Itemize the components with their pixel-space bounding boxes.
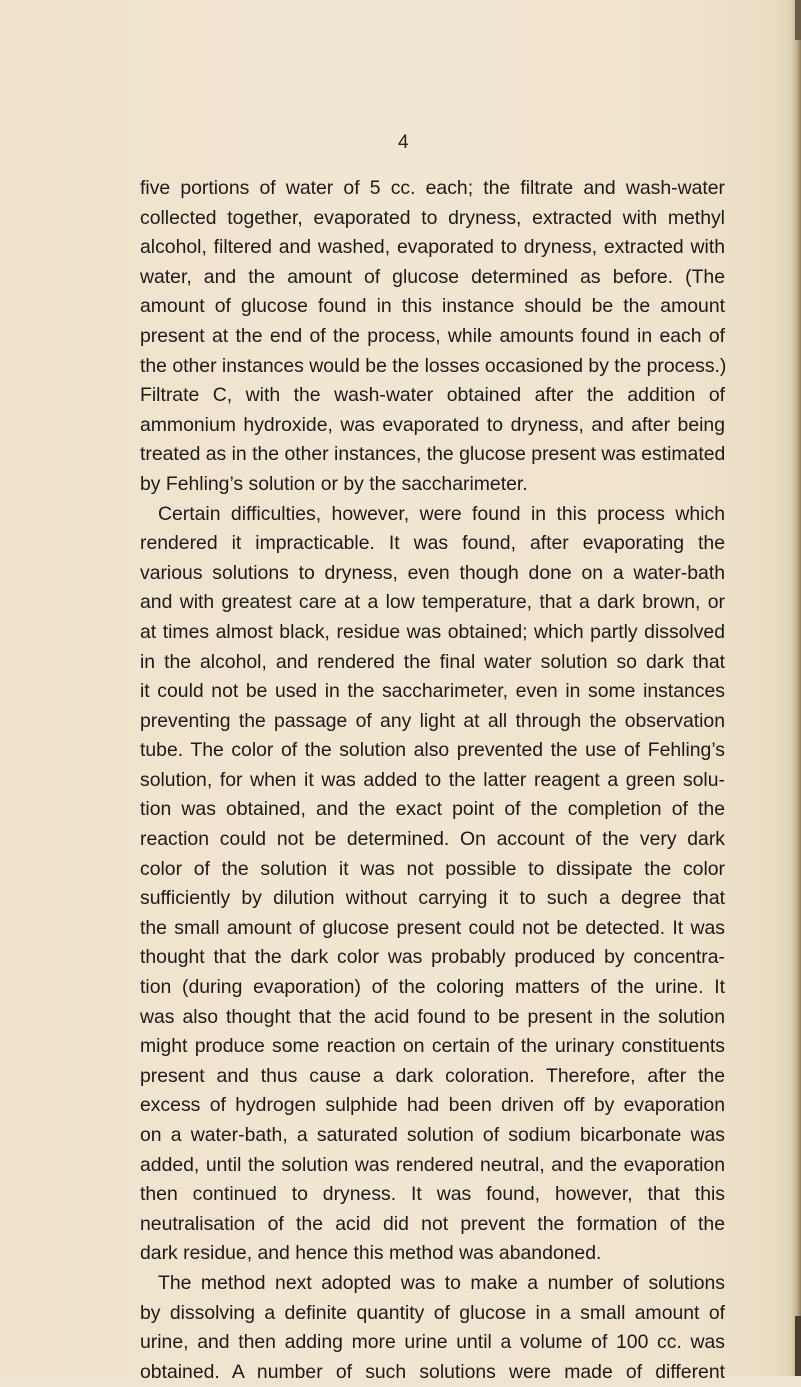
text-line: it could not be used in the saccharimeter, even in some instances — [140, 680, 725, 703]
text-line: by Fehling’s solution or by the saccharimeter. — [140, 472, 528, 495]
text-line: water, and the amount of glucose determined as before. (The — [140, 265, 725, 288]
text-line: color of the solution it was not possible to dissipate the color — [140, 857, 725, 880]
page-number: 4 — [398, 132, 409, 153]
page-edge-mark-top — [795, 0, 801, 40]
text-line: tion was obtained, and the exact point of the completion of the — [140, 798, 725, 821]
text-line: preventing the passage of any light at all through the observation — [140, 709, 725, 732]
text-line: Certain difficulties, however, were found in this process which — [158, 502, 725, 525]
text-line: rendered it impracticable. It was found, after evaporating the — [140, 532, 725, 555]
text-line: added, until the solution was rendered neutral, and the evaporation — [140, 1153, 725, 1176]
text-line: the other instances would be the losses occasioned by the process.) — [140, 354, 727, 377]
text-line: present and thus cause a dark coloration. Therefore, after the — [140, 1064, 725, 1087]
text-line: sufficiently by dilution without carrying it to such a degree that — [140, 887, 725, 910]
text-line: was also thought that the acid found to be present in the solution — [140, 1005, 725, 1028]
text-line: might produce some reaction on certain of the urinary constituents — [140, 1035, 725, 1058]
text-line: The method next adopted was to make a number of solutions — [158, 1271, 725, 1294]
text-line: in the alcohol, and rendered the final water solution so dark that — [140, 650, 725, 673]
text-line: collected together, evaporated to dryness, extracted with methyl — [140, 206, 725, 229]
text-line: various solutions to dryness, even though done on a water-bath — [140, 561, 725, 584]
text-line: obtained. A number of such solutions were made of different — [140, 1360, 725, 1383]
page-edge-shadow — [791, 0, 801, 1376]
text-line: neutralisation of the acid did not prevent the formation of the — [140, 1212, 725, 1235]
text-line: on a water-bath, a saturated solution of sodium bicarbonate was — [140, 1124, 725, 1146]
text-line: present at the end of the process, while amounts found in each of — [140, 324, 725, 347]
text-line: amount of glucose found in this instance should be the amount — [140, 295, 725, 318]
text-line: by dissolving a definite quantity of glucose in a small amount of — [140, 1301, 725, 1324]
text-line: thought that the dark color was probably produced by concentra- — [140, 946, 725, 969]
text-line: dark residue, and hence this method was abandoned. — [140, 1242, 602, 1265]
text-line: then continued to dryness. It was found, however, that this — [140, 1183, 725, 1206]
text-line: Filtrate C, with the wash-water obtained after the addition of — [140, 384, 725, 407]
text-line: reaction could not be determined. On account of the very dark — [140, 828, 725, 851]
text-line: urine, and then adding more urine until a volume of 100 cc. was — [140, 1331, 725, 1354]
text-line: tube. The color of the solution also prevented the use of Fehling’s — [140, 739, 725, 762]
body-text — [140, 174, 725, 1387]
text-line: treated as in the other instances, the glucose present was estimated — [140, 443, 726, 466]
text-line: ammonium hydroxide, was evaporated to dryness, and after being — [140, 413, 725, 436]
text-line: and with greatest care at a low temperature, that a dark brown, or — [140, 591, 725, 614]
text-line: at times almost black, residue was obtained; which partly dissolved — [140, 620, 725, 643]
text-line: tion (during evaporation) of the coloring matters of the urine. It — [140, 976, 725, 999]
text-line: excess of hydrogen sulphide had been driven off by evaporation — [140, 1094, 725, 1117]
text-line: five portions of water of 5 cc. each; the filtrate and wash-water — [140, 177, 725, 199]
text-line: the small amount of glucose present could not be detected. It was — [140, 916, 725, 939]
text-line: alcohol, filtered and washed, evaporated to dryness, extracted with — [140, 236, 725, 259]
text-line: solution, for when it was added to the latter reagent a green solu- — [140, 768, 725, 791]
page-edge-mark-bottom — [795, 1316, 801, 1376]
